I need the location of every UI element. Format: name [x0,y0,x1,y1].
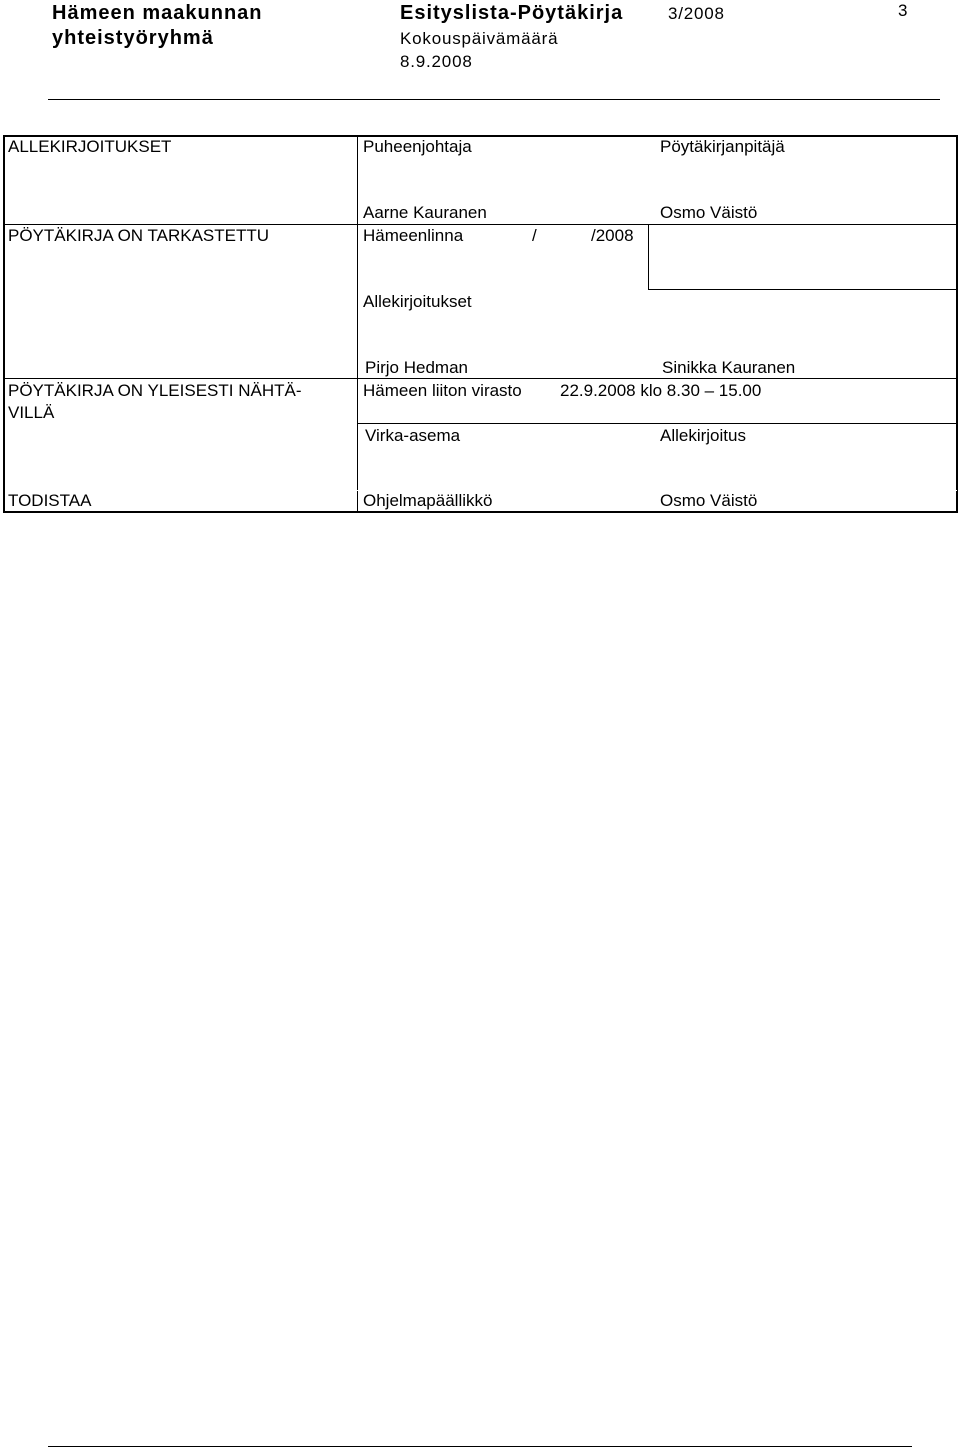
public-location: Hämeen liiton virasto [363,381,522,400]
checked-section-label: PÖYTÄKIRJA ON TARKASTETTU [8,226,270,245]
public-section-label-line1: PÖYTÄKIRJA ON YLEISESTI NÄHTÄ- [8,381,302,400]
organization-name-line2: yhteistyöryhmä [52,27,214,49]
signatures-section-label: ALLEKIRJOITUKSET [8,137,172,156]
public-datetime: 22.9.2008 klo 8.30 – 15.00 [560,381,762,400]
checked-date-year: /2008 [591,226,634,245]
chair-name: Aarne Kauranen [363,203,487,222]
organization-name-line1: Hämeen maakunnan [52,2,263,24]
chair-role-label: Puheenjohtaja [363,137,472,156]
page-number: 3 [898,1,909,20]
secretary-role-label: Pöytäkirjanpitäjä [660,137,785,156]
row-divider-public [5,378,957,379]
table-column-divider [357,135,358,513]
row-divider-checked [5,224,957,225]
footer-rule [48,1446,912,1447]
document-type: Esityslista-Pöytäkirja [400,2,624,24]
secretary-name: Osmo Väistö [660,203,758,222]
checked-signatures-label: Allekirjoitukset [363,292,472,311]
checker-name-2: Sinikka Kauranen [662,358,796,377]
certify-name: Osmo Väistö [660,491,758,510]
public-inner-rule [358,423,957,424]
checked-date-separator: / [532,226,537,245]
checker-name-1: Pirjo Hedman [365,358,468,377]
table-bottom-border [3,511,958,513]
meeting-date-value: 8.9.2008 [400,52,473,71]
position-label: Virka-asema [365,426,461,445]
checked-place: Hämeenlinna [363,226,464,245]
header-rule [48,99,940,100]
meeting-date-label: Kokouspäivämäärä [400,29,559,48]
checked-inner-rule [648,289,957,290]
table-left-border [3,135,5,513]
certify-section-label: TODISTAA [8,491,92,510]
certify-position: Ohjelmapäällikkö [363,491,493,510]
table-right-border [956,135,958,513]
document-number: 3/2008 [668,4,725,23]
public-section-label-line2: VILLÄ [8,403,55,422]
checked-inner-divider [648,225,649,290]
signature-label: Allekirjoitus [660,426,746,445]
